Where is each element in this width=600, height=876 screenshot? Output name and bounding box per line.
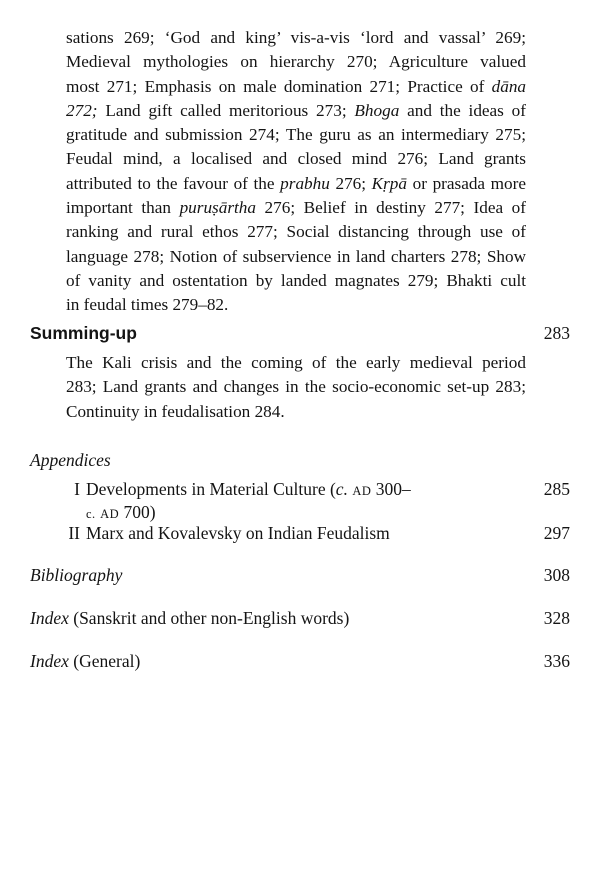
text-run: 300–	[371, 479, 411, 499]
text-run: important than	[66, 198, 180, 218]
text-run: gratitude and submission 274; The guru as an intermediary 275;	[66, 125, 526, 145]
text-run: Continuity in feudalisation 284.	[66, 401, 285, 421]
text-run: attributed to the favour of the	[66, 173, 281, 193]
text-line	[66, 196, 526, 220]
text-run: 276;	[329, 173, 372, 193]
appendix-ii-numeral: II	[68, 523, 80, 543]
index-general-title: Index	[30, 651, 69, 671]
small-caps-text: c.	[86, 507, 96, 521]
text-run: Developments in Material Culture (	[86, 479, 336, 499]
text-line	[66, 269, 526, 293]
appendix-i-numeral: I	[74, 479, 80, 499]
text-run: Land gift called meritorious 273;	[97, 100, 355, 120]
appendix-i-page-number: 285	[543, 479, 570, 499]
italic-term: 272;	[66, 100, 98, 120]
italic-term: c.	[335, 479, 348, 499]
index-sanskrit-entry	[30, 606, 349, 630]
text-line	[66, 375, 526, 399]
text-line	[66, 400, 526, 424]
summing-up-topics-paragraph	[66, 351, 526, 424]
index-general-entry	[30, 649, 140, 673]
summing-up-page-number: 283	[543, 323, 570, 343]
italic-term: Kṛpā	[371, 173, 407, 193]
text-line	[66, 220, 526, 244]
text-line	[66, 351, 526, 375]
index-general-subtitle: (General)	[73, 651, 141, 671]
text-line	[66, 245, 526, 269]
italic-term: puruṣārtha	[179, 198, 256, 218]
text-run: 276; Belief in destiny 277; Idea of	[255, 198, 526, 218]
text-run: The Kali crisis and the coming of the early medieval period	[66, 353, 526, 372]
text-run: of vanity and ostentation by landed magnates 279; Bhakti cult	[66, 270, 526, 290]
index-sanskrit-title: Index	[30, 608, 69, 628]
text-line	[66, 99, 526, 123]
text-run: 700)	[119, 502, 156, 522]
text-run: sations 269; ‘God and king’ vis-a-vis ‘lord and vassal’ 269;	[66, 28, 526, 47]
chapter-topics-paragraph	[66, 26, 526, 318]
text-line	[66, 26, 526, 50]
text-run: in feudal times 279–82.	[66, 295, 229, 315]
appendix-i-title	[86, 479, 411, 499]
index-sanskrit-subtitle: (Sanskrit and other non-English words)	[73, 608, 350, 628]
text-run: Medieval mythologies on hierarchy 270; Agriculture valued	[66, 52, 526, 72]
small-caps-text: AD	[100, 507, 120, 521]
appendix-ii-entry	[58, 521, 390, 545]
appendix-ii-title	[86, 523, 390, 543]
text-run: 283; Land grants and changes in the socio-economic set-up 283;	[66, 377, 526, 397]
text-run: Marx and Kovalevsky on Indian Feudalism	[86, 523, 390, 543]
text-line	[66, 147, 526, 171]
italic-term: dāna	[491, 76, 526, 96]
summing-up-heading: Summing-up	[30, 323, 137, 343]
text-run: and the ideas of	[399, 100, 526, 120]
bibliography-page-number: 308	[543, 565, 570, 585]
text-line	[66, 75, 526, 99]
italic-term: prabhu	[280, 173, 330, 193]
text-run: or prasada more	[407, 173, 526, 193]
text-run: most 271; Emphasis on male domination 271; Practice of	[66, 76, 492, 96]
bibliography-heading: Bibliography	[30, 565, 123, 585]
text-line	[66, 50, 526, 74]
index-sanskrit-page-number: 328	[543, 608, 570, 628]
appendix-ii-page-number: 297	[543, 523, 570, 543]
small-caps-text: AD	[352, 484, 372, 498]
text-run: Feudal mind, a localised and closed mind 276; Land grants	[66, 149, 526, 169]
text-line	[66, 172, 526, 196]
text-run: ranking and rural ethos 277; Social distancing through use of	[66, 222, 526, 242]
index-general-page-number: 336	[543, 651, 570, 671]
appendices-heading: Appendices	[30, 450, 111, 470]
text-run: language 278; Notion of subservience in land charters 278; Show	[66, 246, 526, 266]
text-line	[66, 293, 526, 317]
italic-term: Bhoga	[354, 100, 400, 120]
text-line	[66, 123, 526, 147]
